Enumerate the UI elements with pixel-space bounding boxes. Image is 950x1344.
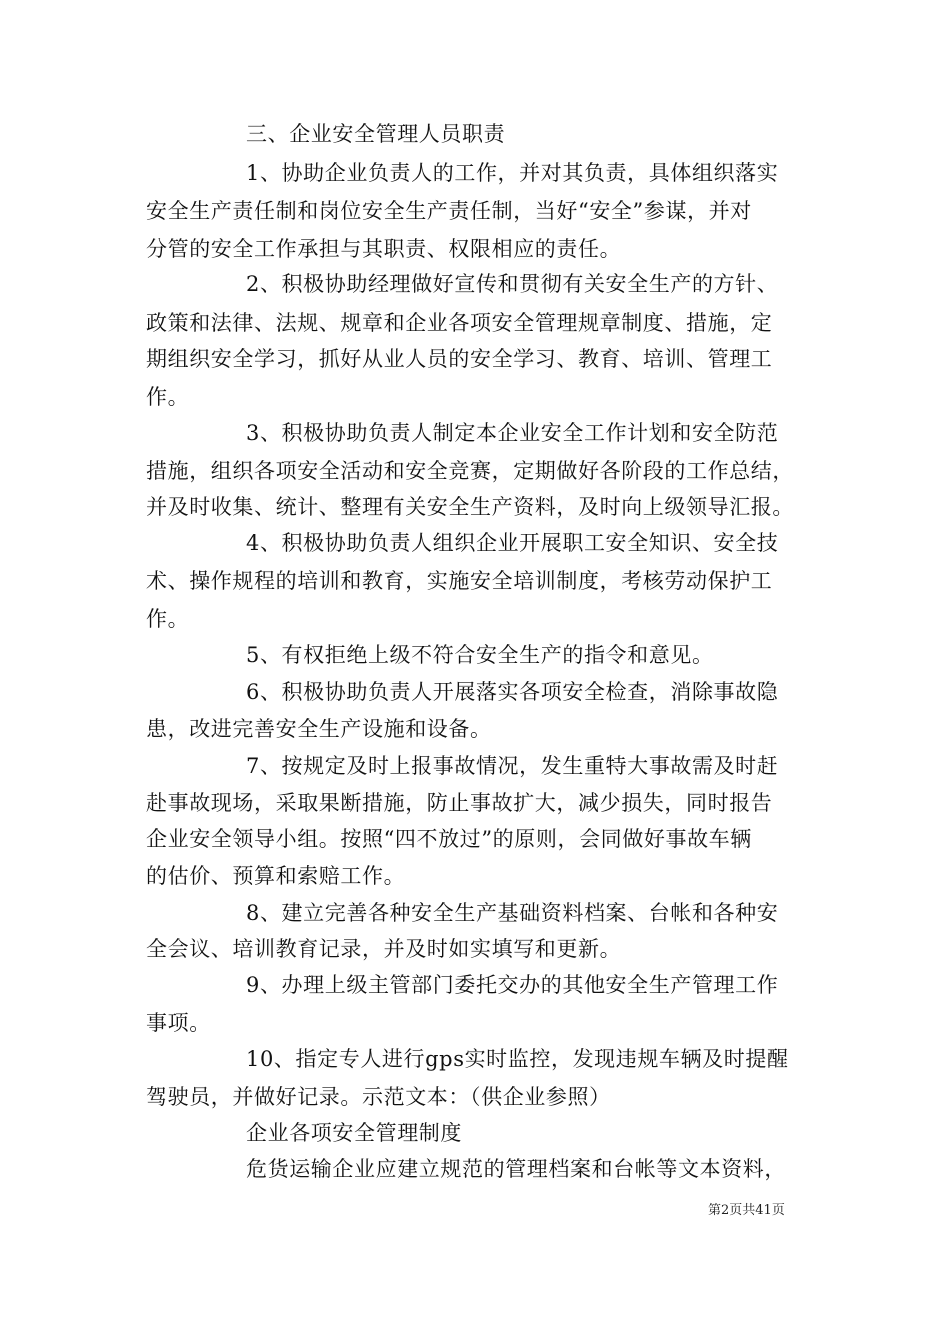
paragraph-line: 危货运输企业应建立规范的管理档案和台帐等文本资料， (246, 1157, 786, 1181)
paragraph-line: 6、积极协助负责人开展落实各项安全检查，消除事故隐 (246, 680, 779, 704)
paragraph-line: 3、积极协助负责人制定本企业安全工作计划和安全防范 (246, 421, 779, 445)
paragraph-line: 1、协助企业负责人的工作，并对其负责，具体组织落实 (246, 161, 779, 185)
paragraph-line: 期组织安全学习，抓好从业人员的安全学习、教育、培训、管理工 (146, 347, 773, 371)
paragraph-line: 并及时收集、统计、整理有关安全生产资料，及时向上级领导汇报。 (146, 495, 794, 519)
paragraph-line: 政策和法律、法规、规章和企业各项安全管理规章制度、措施，定 (146, 311, 773, 335)
paragraph-line: 的估价、预算和索赔工作。 (146, 864, 406, 888)
page-number-footer: 第2页共41页 (708, 1203, 785, 1218)
section-heading: 三、企业安全管理人员职责 (246, 122, 506, 146)
paragraph-line: 9、办理上级主管部门委托交办的其他安全生产管理工作 (246, 973, 779, 997)
paragraph-line: 安全生产责任制和岗位安全生产责任制，当好“安全”参谋，并对 (146, 199, 752, 223)
paragraph-line: 7、按规定及时上报事故情况，发生重特大事故需及时赶 (246, 754, 779, 778)
paragraph-line: 4、积极协助负责人组织企业开展职工安全知识、安全技 (246, 531, 779, 555)
paragraph-line: 分管的安全工作承担与其职责、权限相应的责任。 (146, 237, 622, 261)
paragraph-line: 作。 (146, 607, 190, 631)
paragraph-line: 10、指定专人进行gps实时监控，发现违规车辆及时提醒 (246, 1047, 789, 1071)
paragraph-line: 驾驶员，并做好记录。示范文本：（供企业参照） (146, 1085, 611, 1109)
paragraph-line: 患，改进完善安全生产设施和设备。 (146, 717, 492, 741)
paragraph-line: 赴事故现场，采取果断措施，防止事故扩大，减少损失，同时报告 (146, 791, 773, 815)
paragraph-line: 全会议、培训教育记录，并及时如实填写和更新。 (146, 937, 622, 961)
paragraph-line: 2、积极协助经理做好宣传和贯彻有关安全生产的方针、 (246, 272, 779, 296)
paragraph-line: 措施，组织各项安全活动和安全竞赛，定期做好各阶段的工作总结， (146, 459, 794, 483)
paragraph-line: 作。 (146, 385, 190, 409)
subheading: 企业各项安全管理制度 (246, 1121, 462, 1145)
paragraph-line: 5、有权拒绝上级不符合安全生产的指令和意见。 (246, 643, 714, 667)
paragraph-line: 企业安全领导小组。按照“四不放过”的原则，会同做好事故车辆 (146, 827, 752, 851)
paragraph-line: 事项。 (146, 1011, 211, 1035)
paragraph-line: 8、建立完善各种安全生产基础资料档案、台帐和各种安 (246, 901, 779, 925)
paragraph-line: 术、操作规程的培训和教育，实施安全培训制度，考核劳动保护工 (146, 569, 773, 593)
